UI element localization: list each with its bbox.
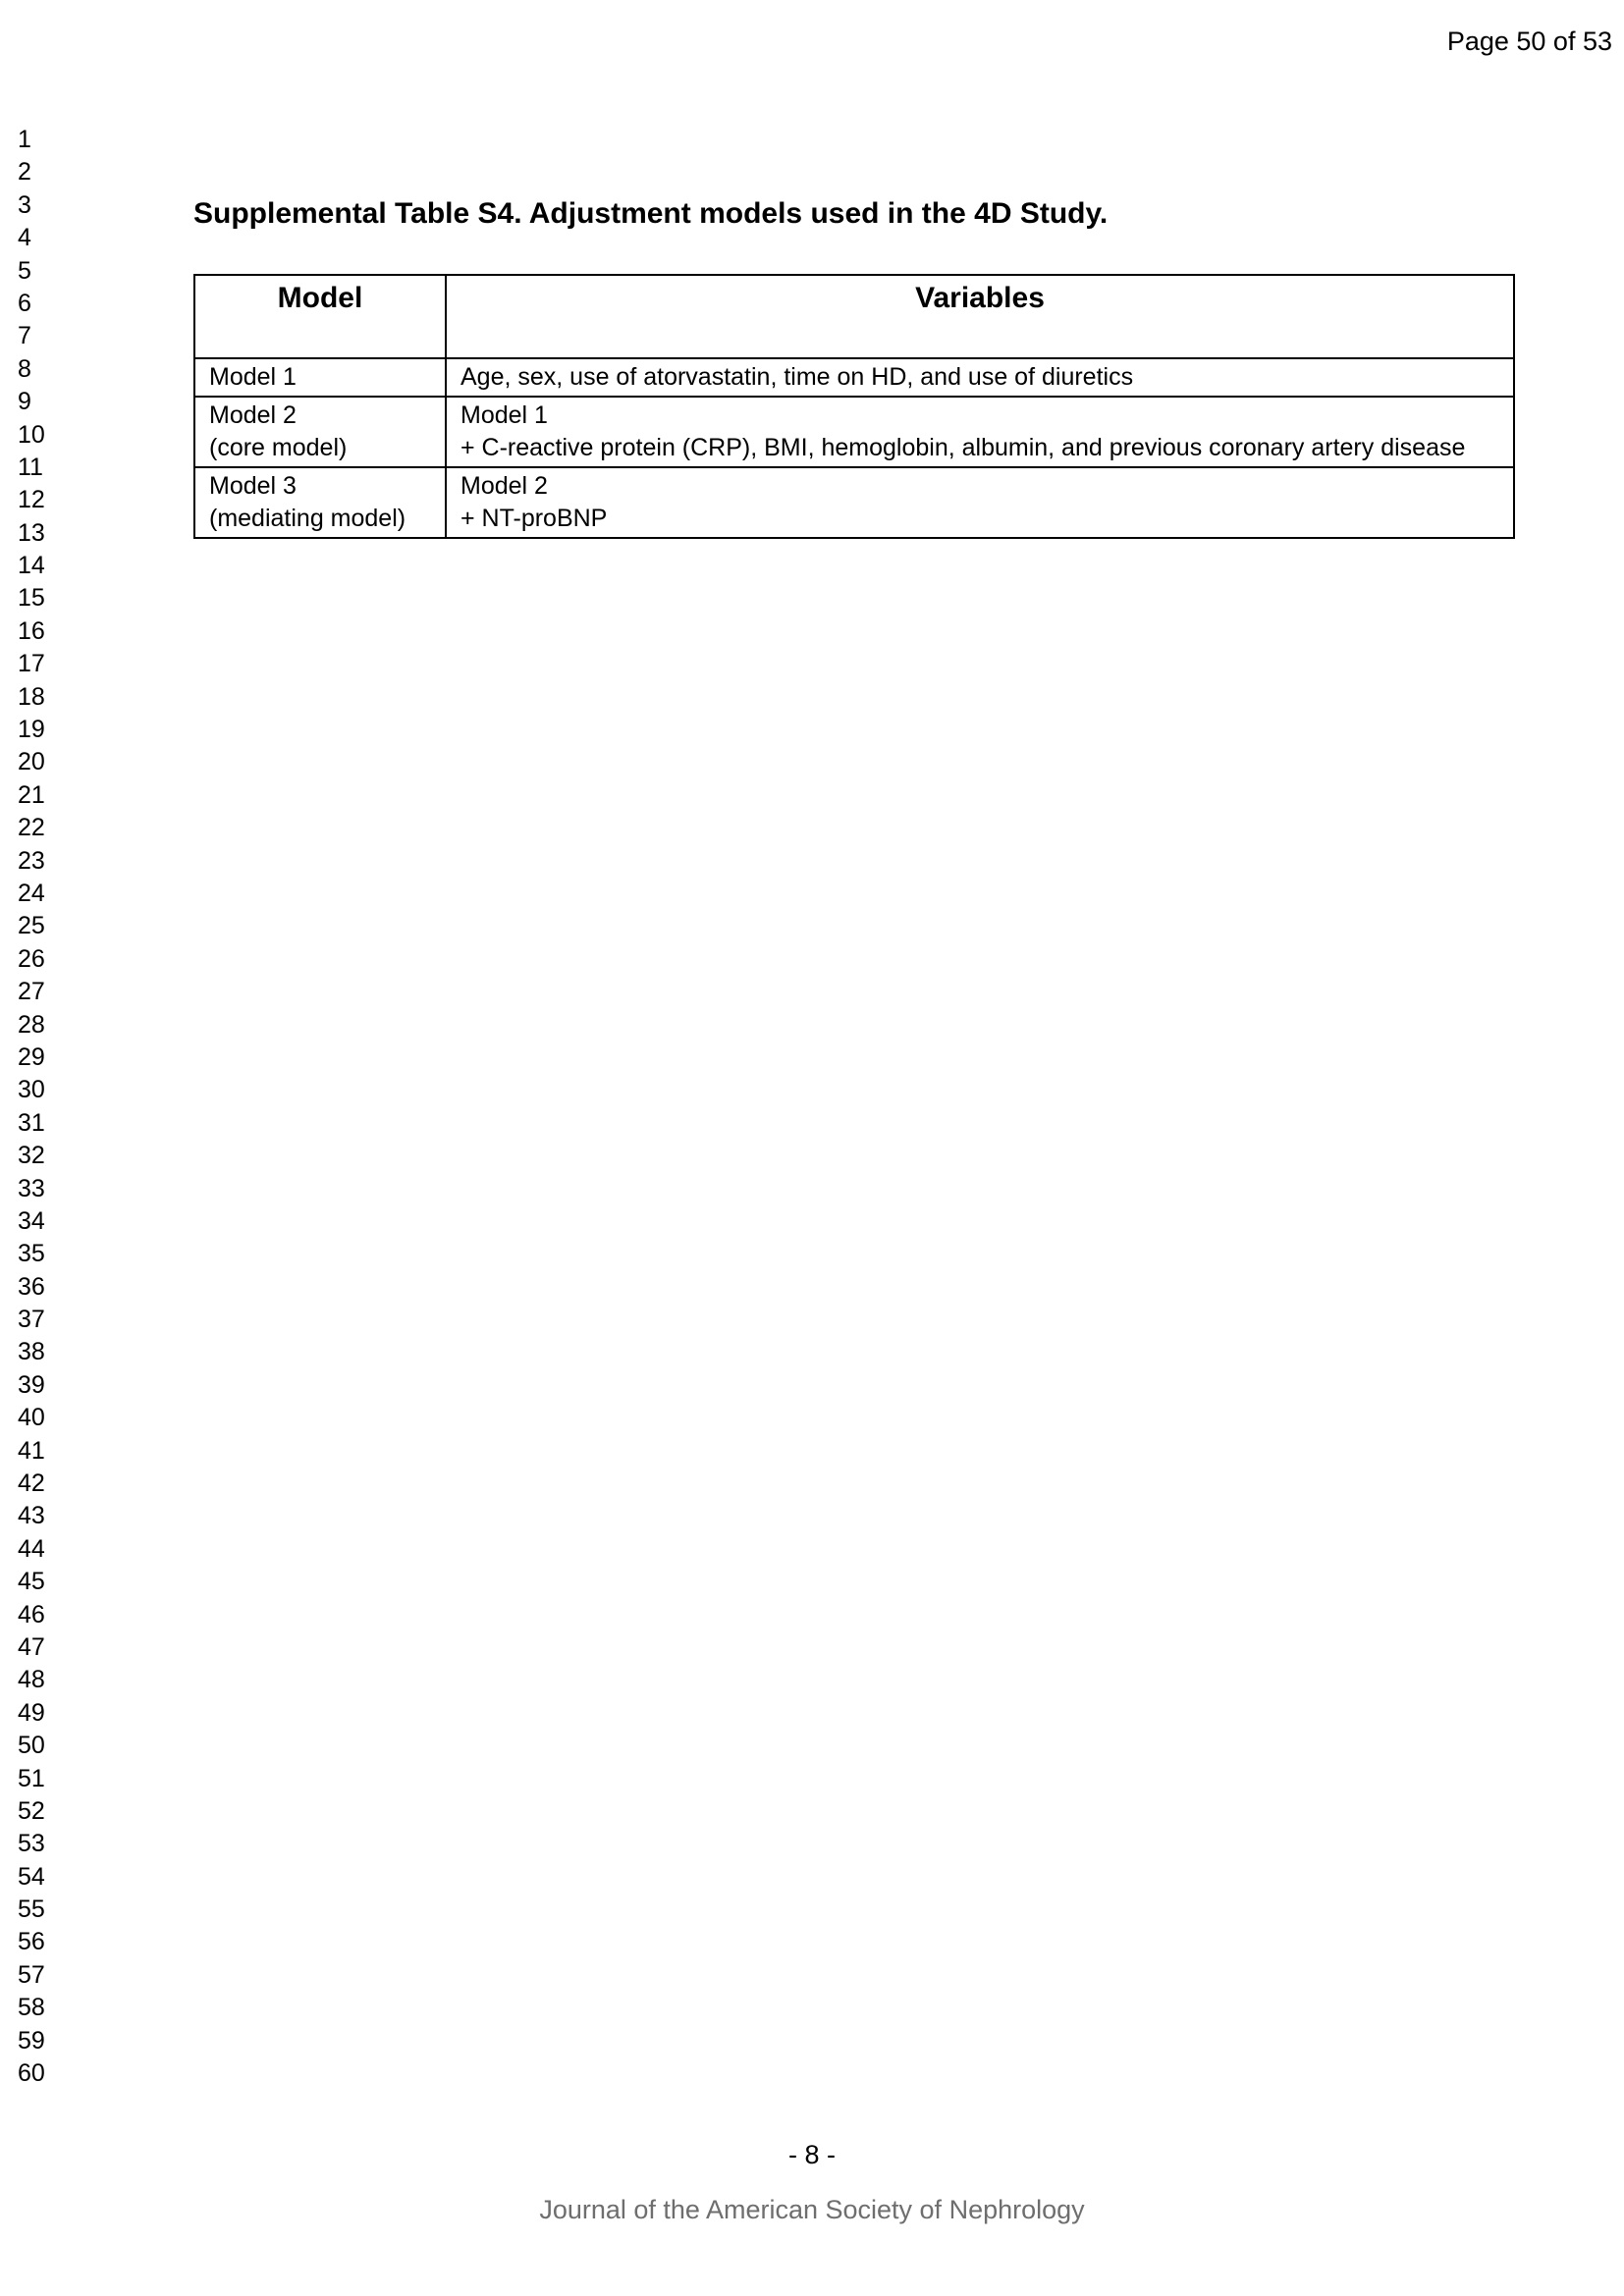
line-number: 57 [18,1960,45,1989]
line-number: 10 [18,420,45,449]
line-number: 9 [18,388,31,416]
line-number: 28 [18,1010,45,1039]
page-number: - 8 - [787,2140,836,2169]
line-number: 40 [18,1404,45,1432]
table-row [194,467,1514,538]
line-number: 25 [18,912,45,940]
table-header-row [194,275,1514,358]
line-numbers [18,124,45,2090]
line-number: 46 [18,1600,45,1629]
adjustment-models-table [193,274,1515,539]
line-number: 42 [18,1469,45,1498]
line-number: 29 [18,1042,45,1071]
line-number: 1 [18,126,31,153]
variables-cell [446,467,1514,538]
line-number: 49 [18,1698,45,1727]
line-number: 18 [18,682,45,711]
line-number: 32 [18,1142,45,1170]
line-number: 20 [18,748,45,776]
model-name: Model 2 [209,401,297,429]
line-number: 15 [18,584,45,613]
line-number: 52 [18,1796,45,1825]
line-number: 30 [18,1076,45,1104]
line-number: 43 [18,1502,45,1530]
model-cell [194,397,446,467]
variables-text: Age, sex, use of atorvastatin, time on HD, and use of diuretics [460,363,1134,391]
line-number: 47 [18,1632,45,1661]
variables-base: Model 1 [460,401,548,429]
line-number: 3 [18,190,31,219]
line-number: 6 [18,289,31,317]
line-number: 22 [18,814,45,842]
line-number: 50 [18,1732,45,1760]
line-number: 44 [18,1534,45,1563]
line-number: 60 [18,2059,45,2088]
variables-base: Model 2 [460,472,548,500]
line-number: 33 [18,1174,45,1202]
journal-footer: Journal of the American Society of Nephrology [539,2195,1085,2224]
line-number: 8 [18,354,31,383]
line-number: 53 [18,1830,45,1858]
model-name: Model 1 [209,363,297,391]
line-number: 48 [18,1666,45,1694]
table-row [194,358,1514,397]
line-number: 36 [18,1272,45,1301]
line-number: 17 [18,650,45,678]
line-number: 24 [18,879,45,907]
table-row [194,397,1514,467]
column-header-model: Model [194,275,446,358]
line-number: 39 [18,1370,45,1399]
line-number: 21 [18,780,45,809]
line-number: 26 [18,944,45,973]
line-number: 56 [18,1928,45,1956]
line-number: 16 [18,616,45,645]
line-number: 19 [18,716,45,744]
variables-text: + NT-proBNP [460,505,608,532]
model-description: (core model) [209,434,348,461]
model-name: Model 3 [209,472,297,500]
line-number: 51 [18,1764,45,1792]
line-number: 37 [18,1306,45,1334]
line-number: 2 [18,158,31,187]
variables-cell [446,397,1514,467]
model-description: (mediating model) [209,505,406,532]
line-number: 34 [18,1206,45,1235]
column-header-variables: Variables [446,275,1514,358]
model-cell [194,358,446,397]
line-number: 13 [18,518,45,547]
line-number: 38 [18,1338,45,1366]
line-number: 27 [18,978,45,1006]
line-number: 14 [18,552,45,580]
page-header: Page 50 of 53 [1446,27,1612,56]
line-number: 7 [18,322,31,350]
line-number: 12 [18,486,45,514]
model-cell [194,467,446,538]
line-number: 45 [18,1568,45,1596]
line-number: 31 [18,1108,45,1137]
line-number: 55 [18,1896,45,1924]
variables-text: + C-reactive protein (CRP), BMI, hemoglobin, albumin, and previous coronary artery disease [460,434,1466,461]
variables-cell [446,358,1514,397]
line-number: 59 [18,2026,45,2055]
line-number: 23 [18,846,45,875]
line-number: 41 [18,1436,45,1465]
line-number: 58 [18,1994,45,2022]
line-number: 5 [18,256,31,285]
line-number: 11 [18,453,43,481]
line-number: 4 [18,224,31,252]
line-number: 35 [18,1240,45,1268]
table-title: Supplemental Table S4. Adjustment models used in the 4D Study. [193,197,1109,230]
line-number: 54 [18,1862,45,1891]
